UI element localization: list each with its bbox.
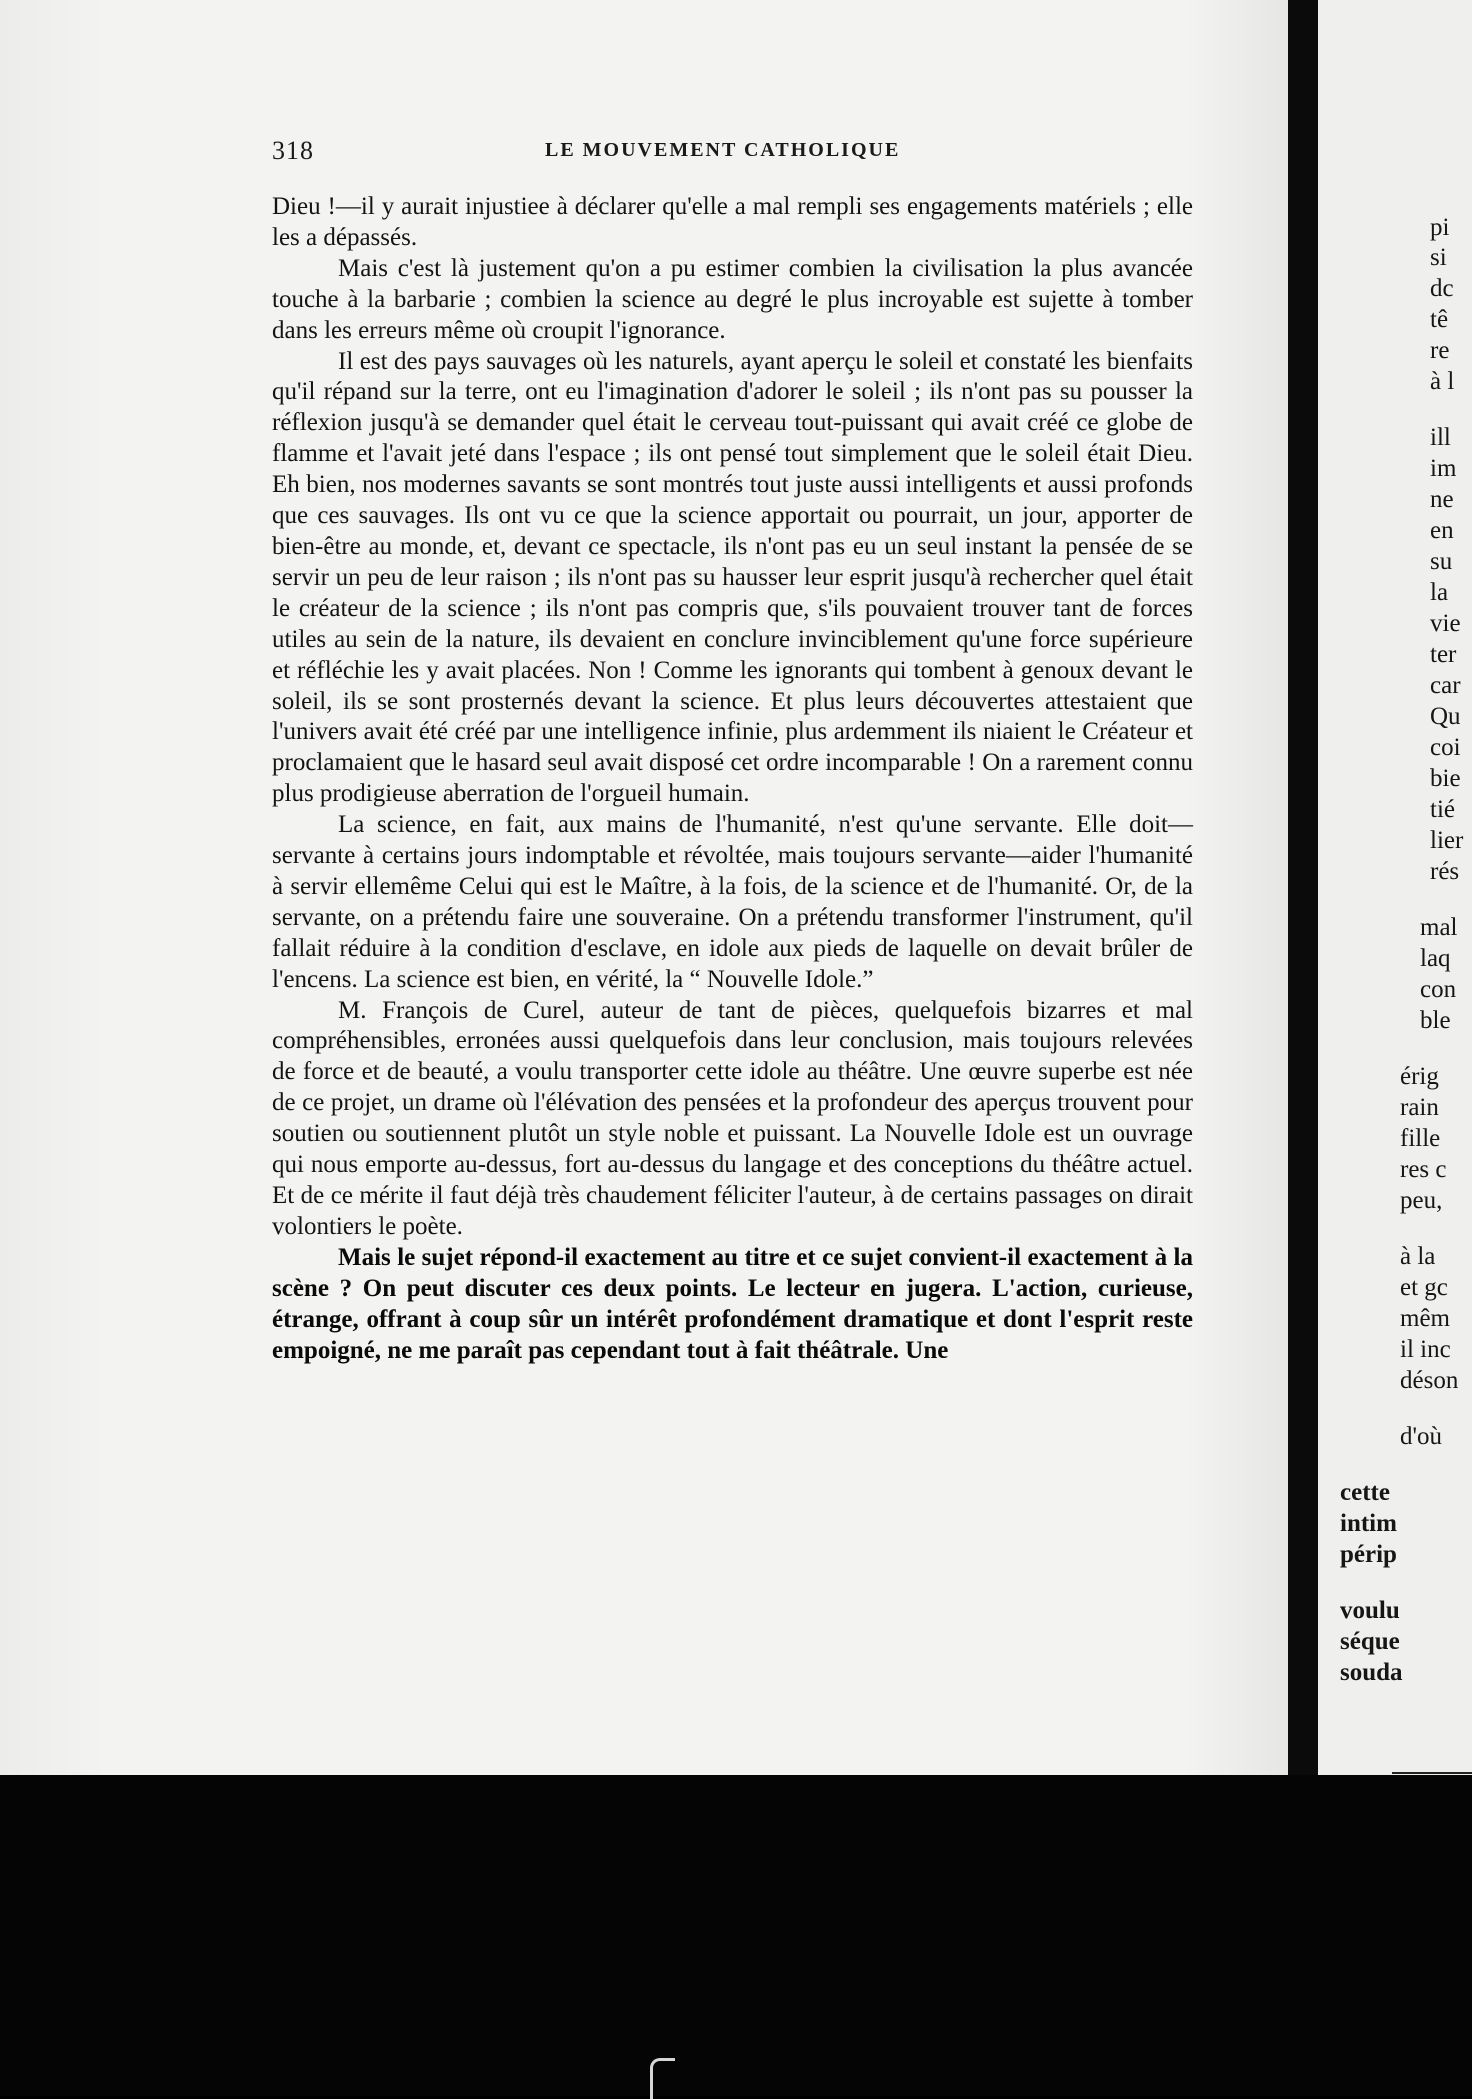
right-page-fragment: érig — [1400, 1063, 1439, 1090]
right-page-fragment: ill — [1430, 424, 1451, 451]
right-page-fragment: en — [1430, 517, 1454, 544]
right-page-fragment: souda — [1340, 1659, 1403, 1686]
right-page-fragment: lier — [1430, 827, 1464, 854]
right-page-fragment: et gc — [1400, 1274, 1448, 1301]
right-page-fragment: la — [1430, 579, 1449, 606]
right-page-fragment: mêm — [1400, 1305, 1450, 1332]
paragraph: Mais le sujet répond-il exactement au titre et ce sujet convient-il exactement à la scène ? On peut discuter ces deux points. Le lecteur en jugera. L'action, curieuse, étrange, offrant à coup sûr un intérêt profondément dramatique et dont l'esprit reste empoigné, ne me paraît pas cependant tout à fait théâtrale. Une — [272, 1243, 1193, 1364]
right-page-fragment: fille — [1400, 1125, 1441, 1152]
right-page-fragment: res c — [1400, 1156, 1447, 1183]
right-page-fragment: à la — [1400, 1243, 1436, 1270]
right-page-fragment: ble — [1420, 1007, 1451, 1034]
right-page-fragment: intim — [1340, 1510, 1397, 1537]
right-page-fragment: peu, — [1400, 1187, 1443, 1214]
right-page-fragment: rain — [1400, 1094, 1439, 1121]
right-page-fragment: ter — [1430, 641, 1457, 668]
right-page-fragment: mal — [1420, 914, 1458, 941]
right-page-edge — [1318, 0, 1472, 1775]
paragraph: La science, en fait, aux mains de l'humanité, n'est qu'une servante. Elle doit—servante à certains jours indomptable et révoltée, mais toujours servante—aider l'humanité à servir ellemême Celui qui est le Maître, à la fois, de la science et de l'humanité. Or, de la servante, on a prétendu faire une souveraine. On a prétendu transformer l'instrument, qu'il fallait réduire à la condition d'esclave, en idole aux pieds de laquelle on devait brûler de l'encens. La science est bien, en vérité, la “ Nouvelle Idole.” — [272, 811, 1193, 993]
right-page-fragment: su — [1430, 548, 1453, 575]
right-page-fragment: coi — [1430, 734, 1461, 761]
right-page-fragment: re — [1430, 337, 1450, 364]
right-page-fragment: d'où — [1400, 1423, 1443, 1450]
right-page-fragment: bie — [1430, 765, 1461, 792]
right-page-fragment: pi — [1430, 214, 1450, 241]
footnote-rule — [1392, 1772, 1472, 1774]
page-number: 318 — [272, 136, 314, 165]
right-page-fragment: voulu — [1340, 1597, 1400, 1624]
scan-border — [0, 1775, 1472, 2096]
text-column — [272, 192, 1193, 1366]
right-page-fragment: car — [1430, 672, 1461, 699]
paragraph: Il est des pays sauvages où les naturels, ayant aperçu le soleil et constaté les bienfaits qu'il répand sur la terre, ont eu l'imagination d'adorer le soleil ; ils n'ont pas su pousser la réflexion jusqu'à se demander quel était le cerveau tout-puissant qui avait créé ce globe de flamme et l'avait jeté dans l'espace ; ils ont pensé tout simplement que le soleil était Dieu. Eh bien, nos modernes savants se sont montrés tout juste aussi intelligents et aussi profonds que ces sauvages. Ils ont vu ce que la science apportait ou pourrait, un jour, apporter de bien-être au monde, et, devant ce spectacle, ils n'ont pas eu un seul instant la pensée de se servir un peu de leur raison ; ils n'ont pas su hausser leur esprit jusqu'à rechercher quel était le créateur de la science ; ils n'ont pas compris que, s'ils pouvaient trouver tant de forces utiles au sein de la nature, ils devaient en conclure invinciblement qu'une force supérieure et réfléchie les y avait placées. Non ! Comme les ignorants qui tombent à genoux devant le soleil, ils se sont prosternés devant la science. Et plus leurs découvertes attestaient que l'univers avait été créé par une intelligence infinie, plus ardemment ils niaient le Créateur et proclamaient que le hasard seul avait disposé cet ordre incomparable ! On a rarement connu plus prodigieuse aberration de l'orgueil humain. — [272, 347, 1193, 808]
right-page-fragment: tê — [1430, 306, 1449, 333]
right-page-fragment: périp — [1340, 1541, 1397, 1568]
right-page-fragment: déson — [1400, 1367, 1459, 1394]
right-page-fragment: laq — [1420, 945, 1451, 972]
right-page-fragment: con — [1420, 976, 1457, 1003]
paragraph: Dieu !—il y aurait injustiee à déclarer qu'elle a mal rempli ses engagements matériels ; elle les a dépassés. — [272, 193, 1193, 251]
scan-mark — [650, 2058, 675, 2099]
right-page-fragment: Qu — [1430, 703, 1461, 730]
right-page-fragment: il inc — [1400, 1336, 1451, 1363]
right-page-fragment: à l — [1430, 368, 1455, 395]
paragraph: Mais c'est là justement qu'on a pu estimer combien la civilisation la plus avancée touche à la barbarie ; combien la science au degré le plus incroyable est sujette à tomber dans les erreurs même où croupit l'ignorance. — [272, 254, 1193, 344]
right-page-fragment: tié — [1430, 796, 1455, 823]
right-page-fragment: cette — [1340, 1479, 1390, 1506]
right-page-fragment: si — [1430, 244, 1447, 271]
right-page-fragment: ne — [1430, 486, 1454, 513]
right-page-fragment: im — [1430, 455, 1457, 482]
right-page-fragment: rés — [1430, 858, 1460, 885]
running-head: LE MOUVEMENT CATHOLIQUE — [545, 139, 901, 161]
page-gutter — [1288, 0, 1318, 1775]
right-page-fragment: dc — [1430, 275, 1454, 302]
paragraph: M. François de Curel, auteur de tant de pièces, quelquefois bizarres et mal compréhensibles, erronées aussi quelquefois dans leur conclusion, mais toujours relevées de force et de beauté, a voulu transporter cette idole au théâtre. Une œuvre superbe est née de ce projet, un drame où l'élévation des pensées et la profondeur des aperçus trouvent pour soutien ou soutiennent plutôt un style noble et puissant. La Nouvelle Idole est un ouvrage qui nous emporte au-dessus, fort au-dessus du langage et des conceptions du théâtre actuel. Et de ce mérite il faut déjà très chaudement féliciter l'auteur, à de certains passages on dirait volontiers le poète. — [272, 996, 1193, 1240]
right-page-fragment: séque — [1340, 1628, 1400, 1655]
right-page-fragment: vie — [1430, 610, 1461, 637]
